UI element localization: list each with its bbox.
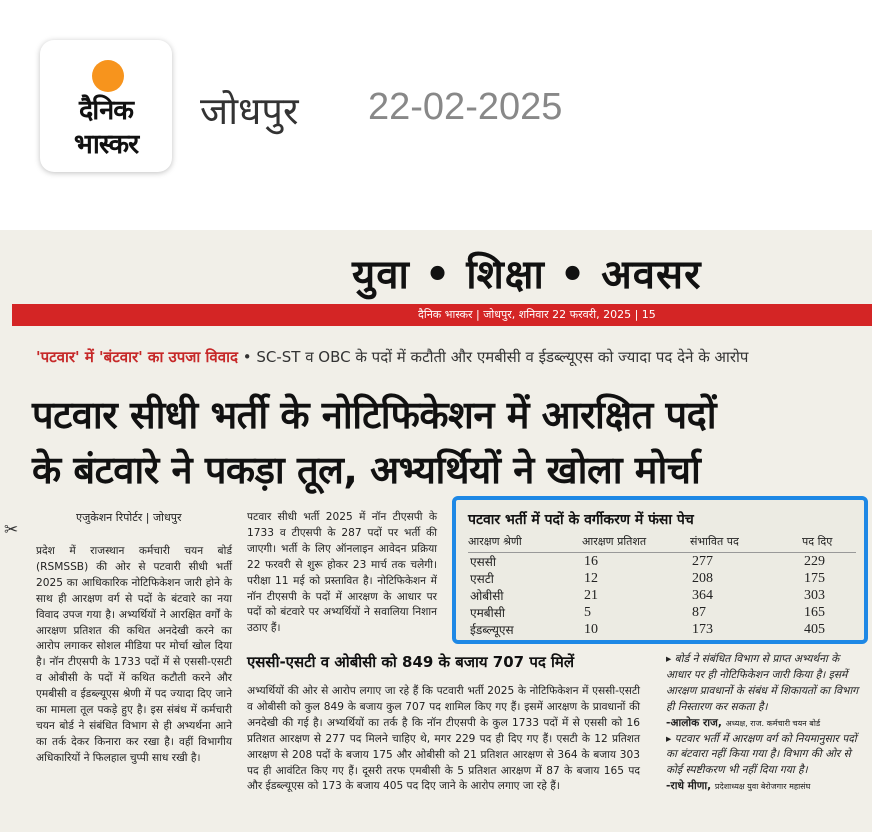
header-percent: आरक्षण प्रतिशत <box>582 534 690 553</box>
edition-city: जोधपुर <box>200 89 299 133</box>
cell-given: 175 <box>804 570 825 586</box>
quote-board-signature: -आलोक राज, अध्यक्ष, राज. कर्मचारी चयन बोर्ड <box>666 716 821 729</box>
scissors-icon: ✂ <box>4 520 19 540</box>
kicker-line <box>36 347 748 367</box>
cell-percent: 21 <box>584 587 598 603</box>
cell-category: एमबीसी <box>470 606 505 620</box>
cell-percent: 16 <box>584 553 598 569</box>
cell-category: एससी <box>470 555 496 569</box>
table-row <box>468 621 856 638</box>
table-row <box>468 553 856 571</box>
quote-board: ▸ बोर्ड ने संबंधित विभाग से प्राप्त अभ्यर्थना के आधार पर ही नोटिफिकेशन जारी किया है। इसमें आरक्षण प्रावधानों के संबंध में शिकायतों का विभाग ही निस्तारण कर सकता है। <box>666 653 859 713</box>
headline-line-1: पटवार सीधी भर्ती के नोटिफिकेशन में आरक्षित पदों <box>32 393 717 437</box>
logo-line-2: भास्कर <box>73 129 139 160</box>
article-column-3: अभ्यर्थियों की ओर से आरोप लगाए जा रहे हैं कि पटवारी भर्ती 2025 के नोटिफिकेशन में एससी-एसटी व ओबीसी को कुल 849 के बजाय कुल 707 पद शामिल किए गए हैं। इसमें आरक्षण के प्रावधानों की अनदेखी की गई है। अभ्यर्थियों का तर्क है कि नॉन टीएसपी के कुल 1733 पदों में से एससी को 16 प्रतिशत आरक्षण से 277 पद मिलने चाहिए थे, मगर 229 पद ही दिए गए हैं। एसटी के 12 प्रतिशत आरक्षण से 208 पदों के बजाय 175 और ओबीसी को 21 प्रतिशत आरक्षण से 364 के बजाय 303 पद ही आवंटित किए गए हैं। दूसरी तरफ एमबीसी के 5 प्रतिशत आरक्षण में 87 के बजाय 165 पद और ईडब्ल्यूएस को 173 के बजाय 405 पद दिए जाने के आरोप लगाए जा रहे हैं। <box>247 685 640 793</box>
cell-category: ओबीसी <box>470 589 504 603</box>
masthead-bar-text: दैनिक भास्कर | जोधपुर, शनिवार 22 फरवरी, 2025 | 15 <box>418 308 656 321</box>
cell-percent: 12 <box>584 570 598 586</box>
cell-percent: 10 <box>584 621 598 637</box>
cell-expected: 277 <box>692 553 713 569</box>
kicker-tag: 'पटवार' में 'बंटवार' का उपजा विवाद <box>36 348 238 366</box>
headline-line-2: के बंटवारे ने पकड़ा तूल, अभ्यर्थियों ने खोला मोर्चा <box>32 448 701 492</box>
quote-union-signature: -राधे मीणा, प्रदेशाध्यक्ष युवा बेरोजगार महासंघ <box>666 780 811 793</box>
quote-union: ▸ पटवार भर्ती में आरक्षण वर्ग को नियमानुसार पदों का बंटवारा नहीं किया गया है। विभाग की ओर से कोई स्पष्टीकरण भी नहीं दिया गया है। <box>666 732 857 777</box>
table-header-row <box>468 534 856 553</box>
cell-given: 229 <box>804 553 825 569</box>
cell-given: 303 <box>804 587 825 603</box>
header-category: आरक्षण श्रेणी <box>468 534 582 553</box>
article-subhead: एससी-एसटी व ओबीसी को 849 के बजाय 707 पद मिलें <box>247 653 575 671</box>
table-row <box>468 604 856 621</box>
edition-date: 22-02-2025 <box>368 86 563 128</box>
section-masthead: युवा • शिक्षा • अवसर <box>352 252 702 298</box>
table-title: पटवार भर्ती में पदों के वर्गीकरण में फंसा पेच <box>468 512 694 528</box>
cell-category: ईडब्ल्यूएस <box>470 623 514 637</box>
header-posts-given: पद दिए <box>802 534 856 553</box>
cell-percent: 5 <box>584 604 591 620</box>
cell-given: 405 <box>804 621 825 637</box>
table-row <box>468 587 856 604</box>
cell-category: एसटी <box>470 572 494 586</box>
byline: एजुकेशन रिपोर्टर | जोधपुर <box>76 511 182 524</box>
cell-expected: 208 <box>692 570 713 586</box>
header-expected-posts: संभावित पद <box>690 534 802 553</box>
cell-expected: 364 <box>692 587 713 603</box>
cell-given: 165 <box>804 604 825 620</box>
kicker-text: • SC-ST व OBC के पदों में कटौती और एमबीसी व ईडब्ल्यूएस को ज्यादा पद देने के आरोप <box>237 348 749 366</box>
logo-sun-icon <box>92 60 124 92</box>
cell-expected: 87 <box>692 604 706 620</box>
masthead-red-bar <box>12 304 872 326</box>
logo-line-1: दैनिक <box>78 95 134 126</box>
article-column-1: प्रदेश में राजस्थान कर्मचारी चयन बोर्ड (RSMSSB) की ओर से पटवारी सीधी भर्ती 2025 का आधिकारिक नोटिफिकेशन जारी होने के साथ ही आरक्षण वर्ग से पदों के बंटवारे का नया विवाद उपज गया है। अभ्यर्थियों ने आरक्षित वर्गों के आरक्षण प्रतिशत की कथित अनदेखी करने का आरोप लगाकर सोशल मीडिया पर मोर्चा खोल दिया है। नॉन टीएसपी के 1733 पदों में से एससी-एसटी व ओबीसी के पदों में कथित कटौती करने और एमबीसी व ईडब्ल्यूएस श्रेणी में पद ज्यादा दिए जाने का मामला तूल पकड़े हुए है। इस संबंध में कर्मचारी चयन बोर्ड ने संबंधित विभाग से ही अभ्यर्थना आने का तर्क देकर किनारा कर रखा है। वहीं विभागीय अधिकारियों ने फिलहाल चुप्पी साध रखी है। <box>36 545 232 764</box>
reservation-table-highlight <box>452 496 868 644</box>
cell-expected: 173 <box>692 621 713 637</box>
reservation-table <box>468 534 856 638</box>
dainik-bhaskar-logo <box>40 40 172 172</box>
quote-column <box>666 652 864 795</box>
article-column-2: पटवार सीधी भर्ती 2025 में नॉन टीएसपी के 1733 व टीएसपी के 287 पदों पर भर्ती की जाएगी। भर्ती के लिए ऑनलाइन आवेदन प्रक्रिया 22 फरवरी से शुरू होकर 23 मार्च तक चलेगी। परीक्षा 11 मई को प्रस्तावित है। नोटिफिकेशन में नॉन टीएसपी के पदों में आरक्षण के आधार पर पदों को बंटवारे पर अभ्यर्थियों ने सवालिया निशान उठाए हैं। <box>247 511 437 635</box>
table-row <box>468 570 856 587</box>
